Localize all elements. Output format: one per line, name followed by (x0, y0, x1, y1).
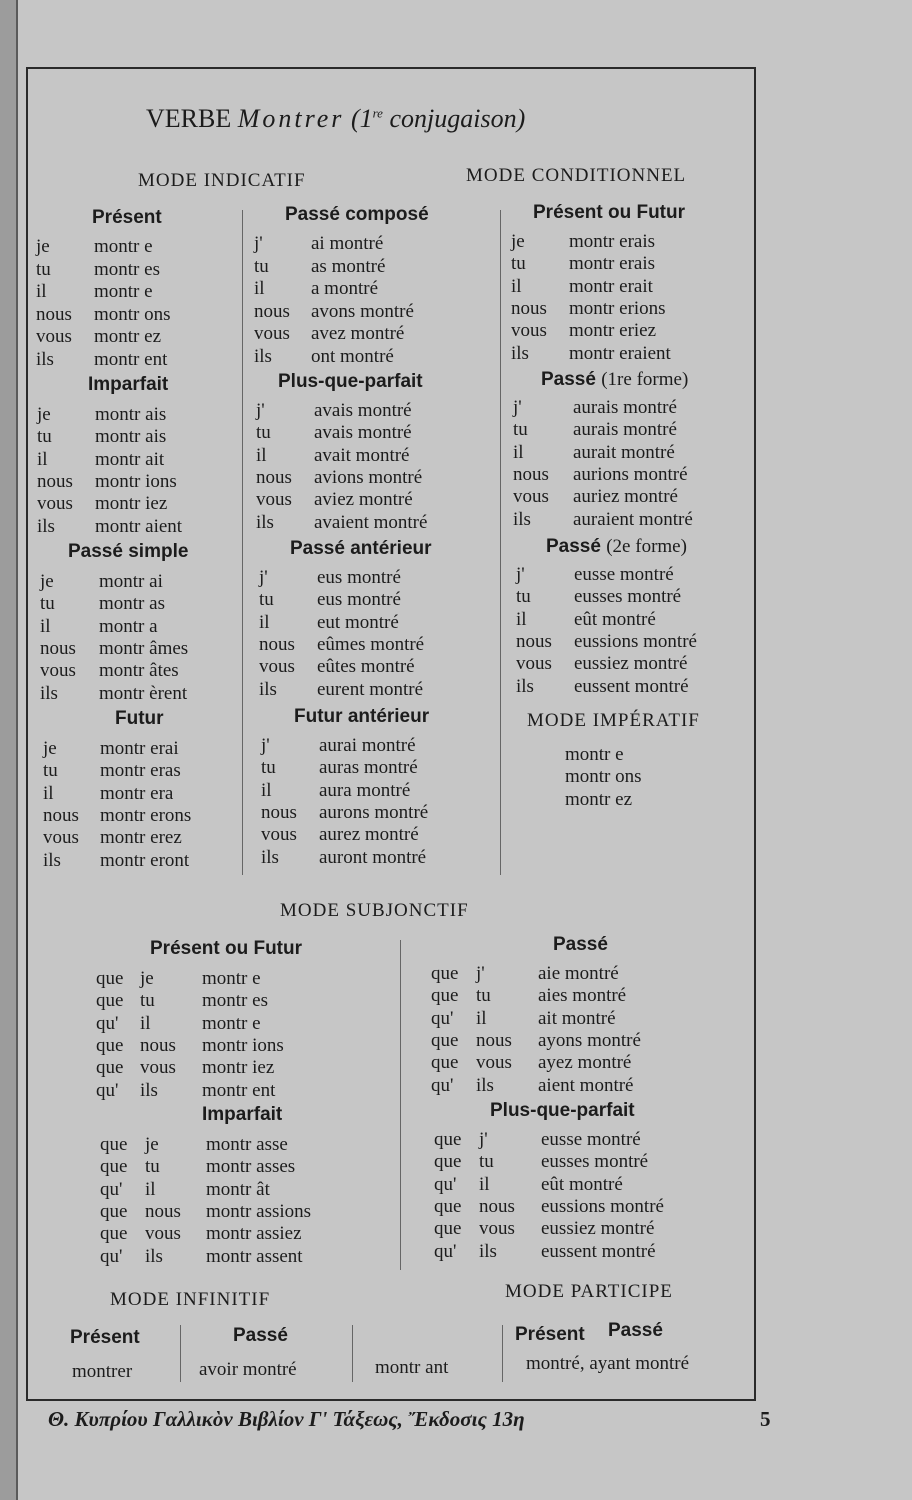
verb-form: aurai montré (319, 735, 416, 756)
participe-passe-title: Passé (608, 1320, 663, 1341)
verb-form: montr aient (95, 515, 183, 537)
verb-form: montr assent (206, 1245, 303, 1267)
pronoun: que (431, 963, 459, 984)
pronoun: que (100, 1200, 128, 1222)
pronoun: j' (256, 400, 265, 421)
verb-form: montr e (202, 1012, 261, 1034)
indicatif-futur-anterieur-title: Futur antérieur (294, 706, 430, 727)
indicatif-imparfait-title: Imparfait (88, 374, 169, 395)
infinitif-passe-value: avoir montré (199, 1359, 297, 1380)
verb-form: montr e (94, 236, 153, 257)
pronoun: ils (513, 508, 531, 530)
pronoun: tu (37, 426, 52, 448)
pronoun: nous (513, 463, 549, 485)
verb-form: eussent montré (574, 675, 689, 697)
indicatif-passe-anterieur-title: Passé antérieur (290, 538, 432, 559)
pronoun: que (431, 985, 459, 1007)
column-divider (502, 1325, 503, 1382)
verb-form: montr es (94, 258, 160, 280)
verb-form: montr erez (100, 827, 182, 849)
pronoun: que (96, 968, 124, 989)
verb-form: aura montré (319, 779, 411, 801)
verb-form: eusse montré (574, 564, 674, 585)
pronoun: vous (476, 1052, 512, 1074)
verb-form: montr es (202, 990, 268, 1012)
conditionnel-present-title: Présent ou Futur (533, 202, 686, 223)
mode-subjonctif-heading: MODE SUBJONCTIF (280, 900, 469, 921)
verb-form: eurent montré (317, 678, 424, 700)
verb-form: montr ait (95, 448, 165, 470)
verb-form: avait montré (314, 444, 410, 466)
pronoun: ils (261, 846, 279, 868)
pronoun: tu (511, 253, 526, 275)
pronoun: je (36, 236, 50, 257)
pronoun: ils (476, 1074, 494, 1096)
subjonctif-imparfait-title: Imparfait (202, 1104, 283, 1125)
verb-form: montr assions (206, 1200, 312, 1222)
mode-indicatif-heading: MODE INDICATIF (138, 170, 306, 191)
pronoun: tu (140, 990, 155, 1012)
pronoun: ils (256, 511, 274, 533)
pronoun: il (254, 278, 265, 299)
verb-form: eussiez montré (541, 1218, 655, 1240)
verb-form: montr ez (94, 326, 162, 347)
page-title (146, 104, 525, 134)
pronoun: il (479, 1173, 490, 1195)
column-divider (400, 940, 401, 1270)
pronoun: tu (43, 760, 58, 782)
verb-form: montr erait (569, 275, 653, 297)
subjonctif-passe-title: Passé (553, 934, 608, 955)
pronoun: vous (145, 1223, 181, 1245)
pronoun: nous (256, 466, 292, 488)
pronoun: il (36, 281, 47, 302)
pronoun: tu (36, 258, 51, 280)
verb-form: aurait montré (573, 441, 675, 463)
pronoun: vous (259, 656, 295, 678)
pronoun: qu' (96, 1079, 119, 1101)
verb-form: montr âmes (99, 637, 189, 659)
verb-form: avions montré (314, 466, 423, 488)
pronoun: nous (516, 630, 552, 652)
verb-form: montr ât (206, 1178, 270, 1200)
pronoun: nous (37, 470, 73, 492)
verb-form: aurions montré (573, 463, 688, 485)
verb-form: montr iez (202, 1057, 275, 1079)
pronoun: vous (511, 320, 547, 342)
pronoun: nous (261, 801, 297, 823)
verb-form: montr as (99, 593, 165, 615)
participe-present-value: montr ant (375, 1357, 449, 1378)
conditionnel-passe2-note: (2e forme) (606, 536, 687, 557)
pronoun: je (37, 404, 51, 425)
verb-form: avaient montré (314, 511, 428, 533)
pronoun: vous (36, 326, 72, 347)
verb-form: aurais montré (573, 419, 677, 441)
subjonctif-plus-que-parfait-title: Plus-que-parfait (490, 1100, 635, 1121)
pronoun: nous (145, 1200, 181, 1222)
verb-form: eûtes montré (317, 656, 415, 678)
pronoun: nous (511, 297, 547, 319)
pronoun: ils (37, 515, 55, 537)
verb-form: aient montré (538, 1074, 634, 1096)
pronoun: vous (40, 660, 76, 682)
verb-form: montr erais (569, 253, 656, 275)
pronoun: ils (40, 682, 58, 704)
pronoun: ils (516, 675, 534, 697)
pronoun: j' (261, 735, 270, 756)
pronoun: vous (43, 827, 79, 849)
verb-form: eussiez montré (574, 653, 688, 675)
pronoun: que (96, 990, 124, 1012)
participe-present-title: Présent (515, 1324, 585, 1345)
pronoun: nous (40, 637, 76, 659)
pronoun: nous (476, 1029, 512, 1051)
verb-form: avons montré (311, 300, 414, 322)
pronoun: vous (140, 1057, 176, 1079)
pronoun: il (261, 779, 272, 801)
pronoun: il (516, 608, 527, 630)
verb-form: eusses montré (574, 586, 682, 608)
pronoun: que (434, 1195, 462, 1217)
pronoun: que (100, 1156, 128, 1178)
verb-form: montr eriez (569, 320, 657, 342)
pronoun: j' (479, 1129, 488, 1150)
pronoun: il (37, 448, 48, 470)
indicatif-passe-simple-title: Passé simple (68, 541, 189, 562)
title-prefix: VERBE (146, 104, 232, 133)
conditionnel-passe1-title: Passé (1re forme) (541, 369, 689, 390)
verb-form: eussent montré (541, 1240, 656, 1262)
column-divider (180, 1325, 181, 1382)
pronoun: je (140, 968, 154, 989)
verb-form: ont montré (311, 345, 394, 367)
verb-form: montr ent (202, 1079, 276, 1101)
pronoun: tu (479, 1151, 494, 1173)
pronoun: tu (145, 1156, 160, 1178)
verb-form: montr e (94, 281, 153, 302)
pronoun: il (513, 441, 524, 463)
pronoun: je (43, 738, 57, 759)
verb-form: montr eras (100, 760, 181, 782)
mode-imperatif-heading: MODE IMPÉRATIF (527, 710, 700, 731)
column-divider (500, 210, 501, 875)
pronoun: que (434, 1151, 462, 1173)
verb-form: eût montré (541, 1173, 623, 1195)
verb-form: auras montré (319, 757, 418, 779)
verb-form: montr asses (206, 1156, 296, 1178)
verb-form: montr era (100, 782, 174, 804)
pronoun: ils (43, 849, 61, 871)
pronoun: tu (516, 586, 531, 608)
pronoun: ils (511, 342, 529, 364)
verb-form: ayons montré (538, 1029, 641, 1051)
mode-infinitif-heading: MODE INFINITIF (110, 1289, 271, 1310)
verb-form: montr assiez (206, 1223, 302, 1245)
pronoun: nous (259, 633, 295, 655)
verb-form: eût montré (574, 608, 656, 630)
column-divider (242, 210, 243, 875)
verb-form: as montré (311, 255, 386, 277)
pronoun: qu' (431, 1007, 454, 1029)
pronoun: ils (254, 345, 272, 367)
pronoun: vous (37, 493, 73, 515)
verb-form: montr erai (100, 738, 179, 759)
verb-form: montr eront (100, 849, 190, 871)
pronoun: je (40, 571, 54, 592)
verb-form: aies montré (538, 985, 627, 1007)
pronoun: tu (259, 589, 274, 611)
pronoun: qu' (100, 1178, 123, 1200)
verb-form: a montré (311, 278, 379, 299)
pronoun: il (43, 782, 54, 804)
pronoun: que (434, 1129, 462, 1150)
indicatif-passe-compose-title: Passé composé (285, 204, 429, 225)
pronoun: nous (479, 1195, 515, 1217)
pronoun: vous (256, 489, 292, 511)
pronoun: nous (140, 1034, 176, 1056)
participe-passe-value: montré, ayant montré (526, 1353, 690, 1374)
pronoun: vous (516, 653, 552, 675)
verb-form: eussions montré (541, 1195, 664, 1217)
verb-form: montr ent (94, 348, 168, 370)
pronoun: tu (256, 422, 271, 444)
mode-conditionnel-heading: MODE CONDITIONNEL (466, 165, 687, 186)
verb-form: auraient montré (573, 508, 693, 530)
pronoun: ils (145, 1245, 163, 1267)
mode-participe-heading: MODE PARTICIPE (505, 1281, 673, 1302)
verb-form: eussions montré (574, 630, 697, 652)
pronoun: qu' (96, 1012, 119, 1034)
pronoun: j' (516, 564, 525, 585)
infinitif-present-value: montrer (72, 1361, 133, 1382)
pronoun: je (145, 1134, 159, 1155)
pronoun: il (511, 275, 522, 297)
imperatif-form: montr ons (565, 766, 642, 788)
pronoun: il (256, 444, 267, 466)
verb-form: eut montré (317, 611, 399, 633)
verb-form: ayez montré (538, 1052, 632, 1074)
verb-form: aurais montré (573, 397, 677, 418)
verb-form: aurez montré (319, 824, 419, 846)
pronoun: vous (479, 1218, 515, 1240)
pronoun: que (100, 1223, 128, 1245)
verb-form: montr ai (99, 571, 163, 592)
pronoun: ils (36, 348, 54, 370)
verb-form: montr erions (569, 297, 666, 319)
book-footer: Θ. Κυπρίου Γαλλικὸν Βιβλίον Γ' Τάξεως, Ἔκδοσις 13η (48, 1407, 525, 1431)
verb-form: avais montré (314, 422, 412, 444)
verb-form: montr ions (95, 470, 177, 492)
verb-form: montr asse (206, 1134, 288, 1155)
verb-form: avez montré (311, 323, 405, 344)
verb-form: montr âtes (99, 660, 179, 682)
verb-form: montr ais (95, 426, 167, 448)
verb-form: montr èrent (99, 682, 188, 704)
pronoun: j' (259, 567, 268, 588)
pronoun: que (434, 1218, 462, 1240)
verb-form: auront montré (319, 846, 427, 868)
pronoun: j' (476, 963, 485, 984)
pronoun: vous (261, 824, 297, 846)
pronoun: ils (479, 1240, 497, 1262)
verb-form: eusse montré (541, 1129, 641, 1150)
verb-form: montr ions (202, 1034, 284, 1056)
pronoun: que (431, 1052, 459, 1074)
pronoun: qu' (434, 1240, 457, 1262)
pronoun: ils (259, 678, 277, 700)
verb-form: montr erais (569, 231, 656, 252)
pronoun: tu (254, 255, 269, 277)
pronoun: tu (513, 419, 528, 441)
pronoun: nous (43, 804, 79, 826)
verb-form: montr ons (94, 303, 171, 325)
verb-form: montr e (202, 968, 261, 989)
page-spine (0, 0, 18, 1500)
verb-form: montr ais (95, 404, 167, 425)
pronoun: que (96, 1034, 124, 1056)
indicatif-present-title: Présent (92, 207, 162, 228)
pronoun: tu (40, 593, 55, 615)
pronoun: que (431, 1029, 459, 1051)
pronoun: qu' (100, 1245, 123, 1267)
imperatif-form: montr e (565, 744, 624, 765)
infinitif-present-title: Présent (70, 1327, 140, 1348)
pronoun: vous (513, 486, 549, 508)
conditionnel-passe1-note: (1re forme) (601, 369, 689, 390)
pronoun: tu (261, 757, 276, 779)
title-verb: Montrer (237, 104, 345, 133)
verb-form: montr iez (95, 493, 168, 515)
verb-form: auriez montré (573, 486, 678, 508)
verb-form: aurons montré (319, 801, 429, 823)
verb-form: eûmes montré (317, 633, 425, 655)
pronoun: j' (513, 397, 522, 418)
page-number: 5 (760, 1407, 771, 1431)
pronoun: il (40, 615, 51, 637)
column-divider (352, 1325, 353, 1382)
indicatif-futur-title: Futur (115, 708, 164, 729)
verb-form: eusses montré (541, 1151, 649, 1173)
pronoun: vous (254, 323, 290, 344)
pronoun: il (145, 1178, 156, 1200)
verb-form: aie montré (538, 963, 619, 984)
pronoun: il (476, 1007, 487, 1029)
pronoun: il (140, 1012, 151, 1034)
pronoun: que (100, 1134, 128, 1155)
infinitif-passe-title: Passé (233, 1325, 288, 1346)
pronoun: il (259, 611, 270, 633)
pronoun: nous (36, 303, 72, 325)
verb-form: eus montré (317, 589, 401, 611)
pronoun: tu (476, 985, 491, 1007)
indicatif-plus-que-parfait-title: Plus-que-parfait (278, 371, 423, 392)
verb-form: eus montré (317, 567, 401, 588)
verb-form: montr a (99, 615, 158, 637)
pronoun: j' (254, 233, 263, 254)
title-conjugation: (1re conjugaison) (350, 104, 526, 133)
pronoun: nous (254, 300, 290, 322)
pronoun: qu' (434, 1173, 457, 1195)
pronoun: ils (140, 1079, 158, 1101)
verb-form: aviez montré (314, 489, 413, 511)
pronoun: je (511, 231, 525, 252)
verb-form: avais montré (314, 400, 412, 421)
verb-form: ait montré (538, 1007, 616, 1029)
verb-form: montr erons (100, 804, 192, 826)
subjonctif-present-title: Présent ou Futur (150, 938, 303, 959)
imperatif-form: montr ez (565, 788, 633, 810)
pronoun: que (96, 1057, 124, 1079)
pronoun: qu' (431, 1074, 454, 1096)
verb-form: ai montré (311, 233, 384, 254)
conditionnel-passe2-title: Passé (2e forme) (546, 536, 687, 557)
verb-form: montr eraient (569, 342, 671, 364)
